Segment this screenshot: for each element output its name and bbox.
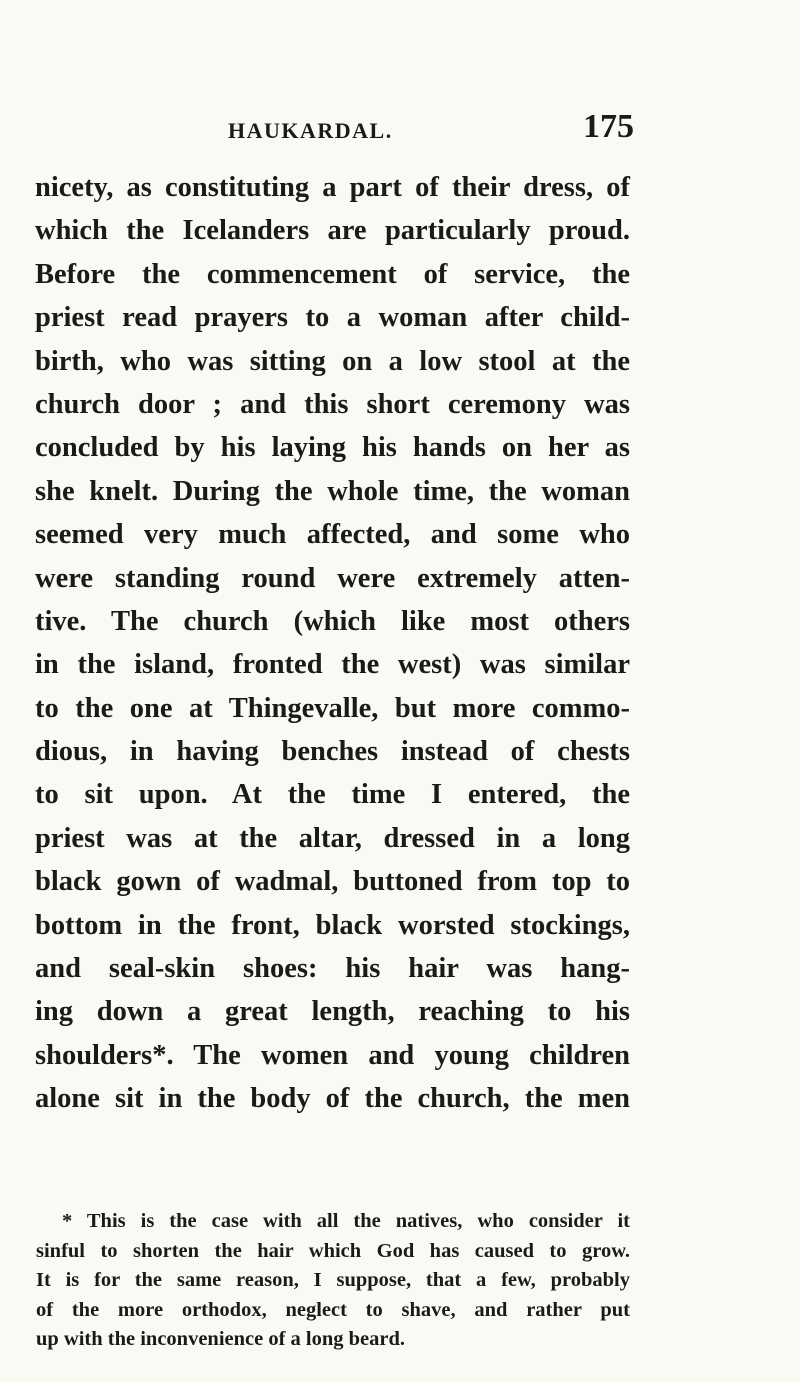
body-line: dious, in having benches instead of chests [35,736,630,768]
running-head [0,108,800,148]
footnote-line: of the more orthodox, neglect to shave, and rather put [36,1298,630,1321]
body-line: to sit upon. At the time I entered, the [35,779,630,811]
body-line: Before the commencement of service, the [35,258,630,290]
footnote-line: up with the inconvenience of a long beard. [36,1328,406,1350]
body-line: in the island, fronted the west) was similar [35,649,630,681]
running-title: HAUKARDAL. [228,118,393,143]
body-line: she knelt. During the whole time, the woman [35,475,630,507]
body-line: nicety, as constituting a part of their dress, of [35,172,630,203]
body-line: which the Icelanders are particularly proud. [35,215,630,247]
body-line: black gown of wadmal, buttoned from top to [35,866,630,898]
footnote-line: It is for the same reason, I suppose, that a few, probably [36,1269,630,1291]
body-line: seemed very much affected, and some who [35,519,630,551]
body-line: ing down a great length, reaching to his [35,996,630,1028]
footnote-line: * This is the case with all the natives, who consider it [62,1210,630,1232]
body-line: alone sit in the body of the church, the men [35,1083,630,1115]
body-line: concluded by his laying his hands on her as [35,432,630,464]
footnote-line: sinful to shorten the hair which God has caused to grow. [36,1239,630,1262]
body-line: bottom in the front, black worsted stockings, [35,909,630,941]
body-line: priest was at the altar, dressed in a long [35,822,630,854]
body-text [35,166,630,1121]
page-number: 175 [583,108,634,145]
body-line: tive. The church (which like most others [35,605,630,637]
body-line: priest read prayers to a woman after child- [35,302,630,334]
body-line: shoulders*. The women and young children [35,1039,630,1071]
body-line: were standing round were extremely atten- [35,562,630,594]
body-line: to the one at Thingevalle, but more commo- [35,692,630,724]
body-line: birth, who was sitting on a low stool at the [35,345,630,377]
body-line: and seal-skin shoes: his hair was hang- [35,953,630,985]
footnote [36,1207,630,1355]
body-line: church door ; and this short ceremony was [35,388,630,420]
